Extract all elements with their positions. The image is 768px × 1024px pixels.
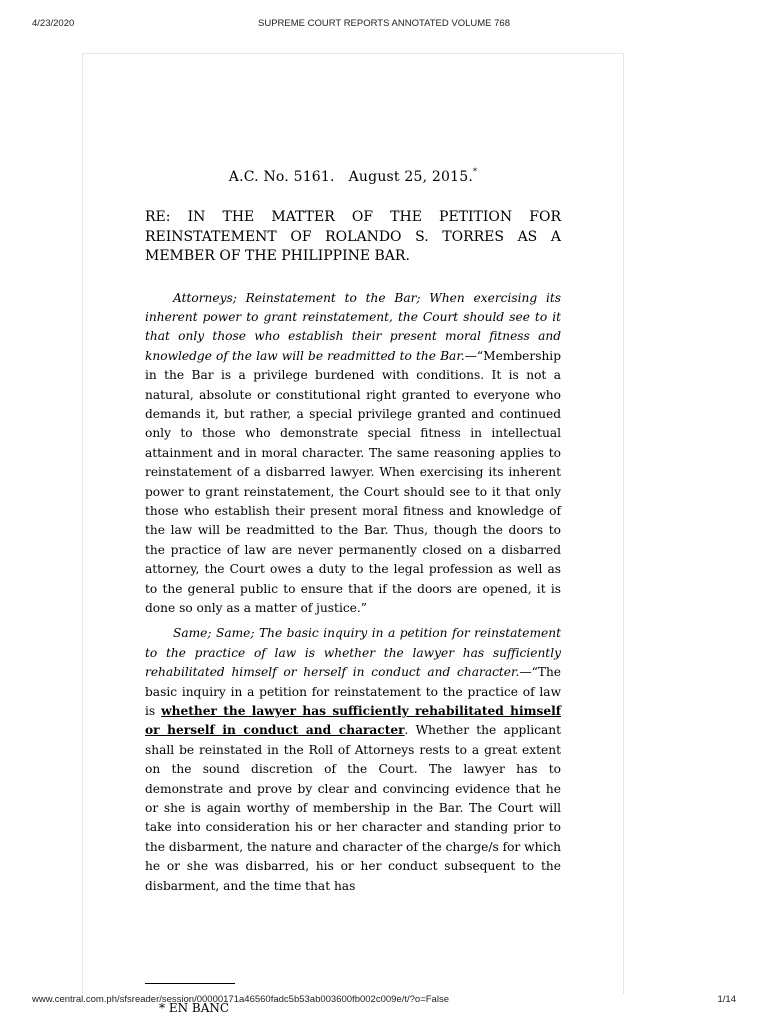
document-content <box>145 162 561 902</box>
case-number: A.C. No. 5161. <box>228 169 335 185</box>
footnote-marker: * <box>473 167 478 176</box>
body-text-1: —“Membership in the Bar is a privilege burdened with conditions. It is not a natural, absolute or constitutional right granted to everyone who demands it, but rather, a special privilege granted and continued only to those who demonstrate special fitness in intellectual attainment and in moral character. The same reasoning applies to reinstatement of a disbarred lawyer. When exercising its inherent power to grant reinstatement, the Court should see to it that only those who establish their present moral fitness and knowledge of the law will be readmitted to the Bar. Thus, though the doors to the practice of law are never permanently closed on a disbarred attorney, the Court owes a duty to the legal profession as well as to the general public to ensure that if the doors are opened, it is done so only as a matter of justice.” <box>145 348 561 615</box>
case-title: RE: IN THE MATTER OF THE PETITION FOR REINSTATEMENT OF ROLANDO S. TORRES AS A MEMBER OF THE PHILIPPINE BAR. <box>145 209 561 264</box>
syllabus-text-1: Attorneys; Reinstatement to the Bar; When exercising its inherent power to grant reinstatement, the Court should see to it that only those who establish their present moral fitness and knowledge of the law will be readmitted to the Bar. <box>145 290 561 363</box>
body-text-2-rest: . Whether the applicant shall be reinstated in the Roll of Attorneys rests to a great extent on the sound discretion of the Court. The lawyer has to demonstrate and prove by clear and convincing evidence that he or she is again worthy of membership in the Bar. The Court will take into consideration his or her character and standing prior to the disbarment, the nature and character of the charge/s for which he or she was disbarred, his or her conduct subsequent to the disbarment, and the time that has <box>145 723 561 893</box>
syllabus-text-2: Same; Same; The basic inquiry in a petition for reinstatement to the practice of law is whether the lawyer has sufficiently rehabilitated himself or herself in conduct and character. <box>145 626 561 680</box>
syllabus-paragraph-1 <box>145 289 561 619</box>
print-url: www.central.com.ph/sfsreader/session/00000171a46560fadc5b53ab003600fb002c009e/t/?o=False <box>32 994 449 1005</box>
case-heading <box>145 162 561 185</box>
print-footer <box>0 990 768 1020</box>
print-date: 4/23/2020 <box>32 18 75 29</box>
body-text-2-intro: —“The basic inquiry in a petition for reinstatement to the practice of law is <box>145 665 561 719</box>
print-title: SUPREME COURT REPORTS ANNOTATED VOLUME 768 <box>258 18 510 29</box>
case-date: August 25, 2015. <box>348 169 473 185</box>
footnote-divider <box>145 983 235 984</box>
emphasized-holding: whether the lawyer has sufficiently rehabilitated himself or herself in conduct and character <box>145 704 561 738</box>
footnote: * EN BANC <box>159 1001 230 1015</box>
print-header <box>0 0 768 40</box>
syllabus-paragraph-2 <box>145 624 561 896</box>
page-indicator: 1/14 <box>717 994 736 1005</box>
